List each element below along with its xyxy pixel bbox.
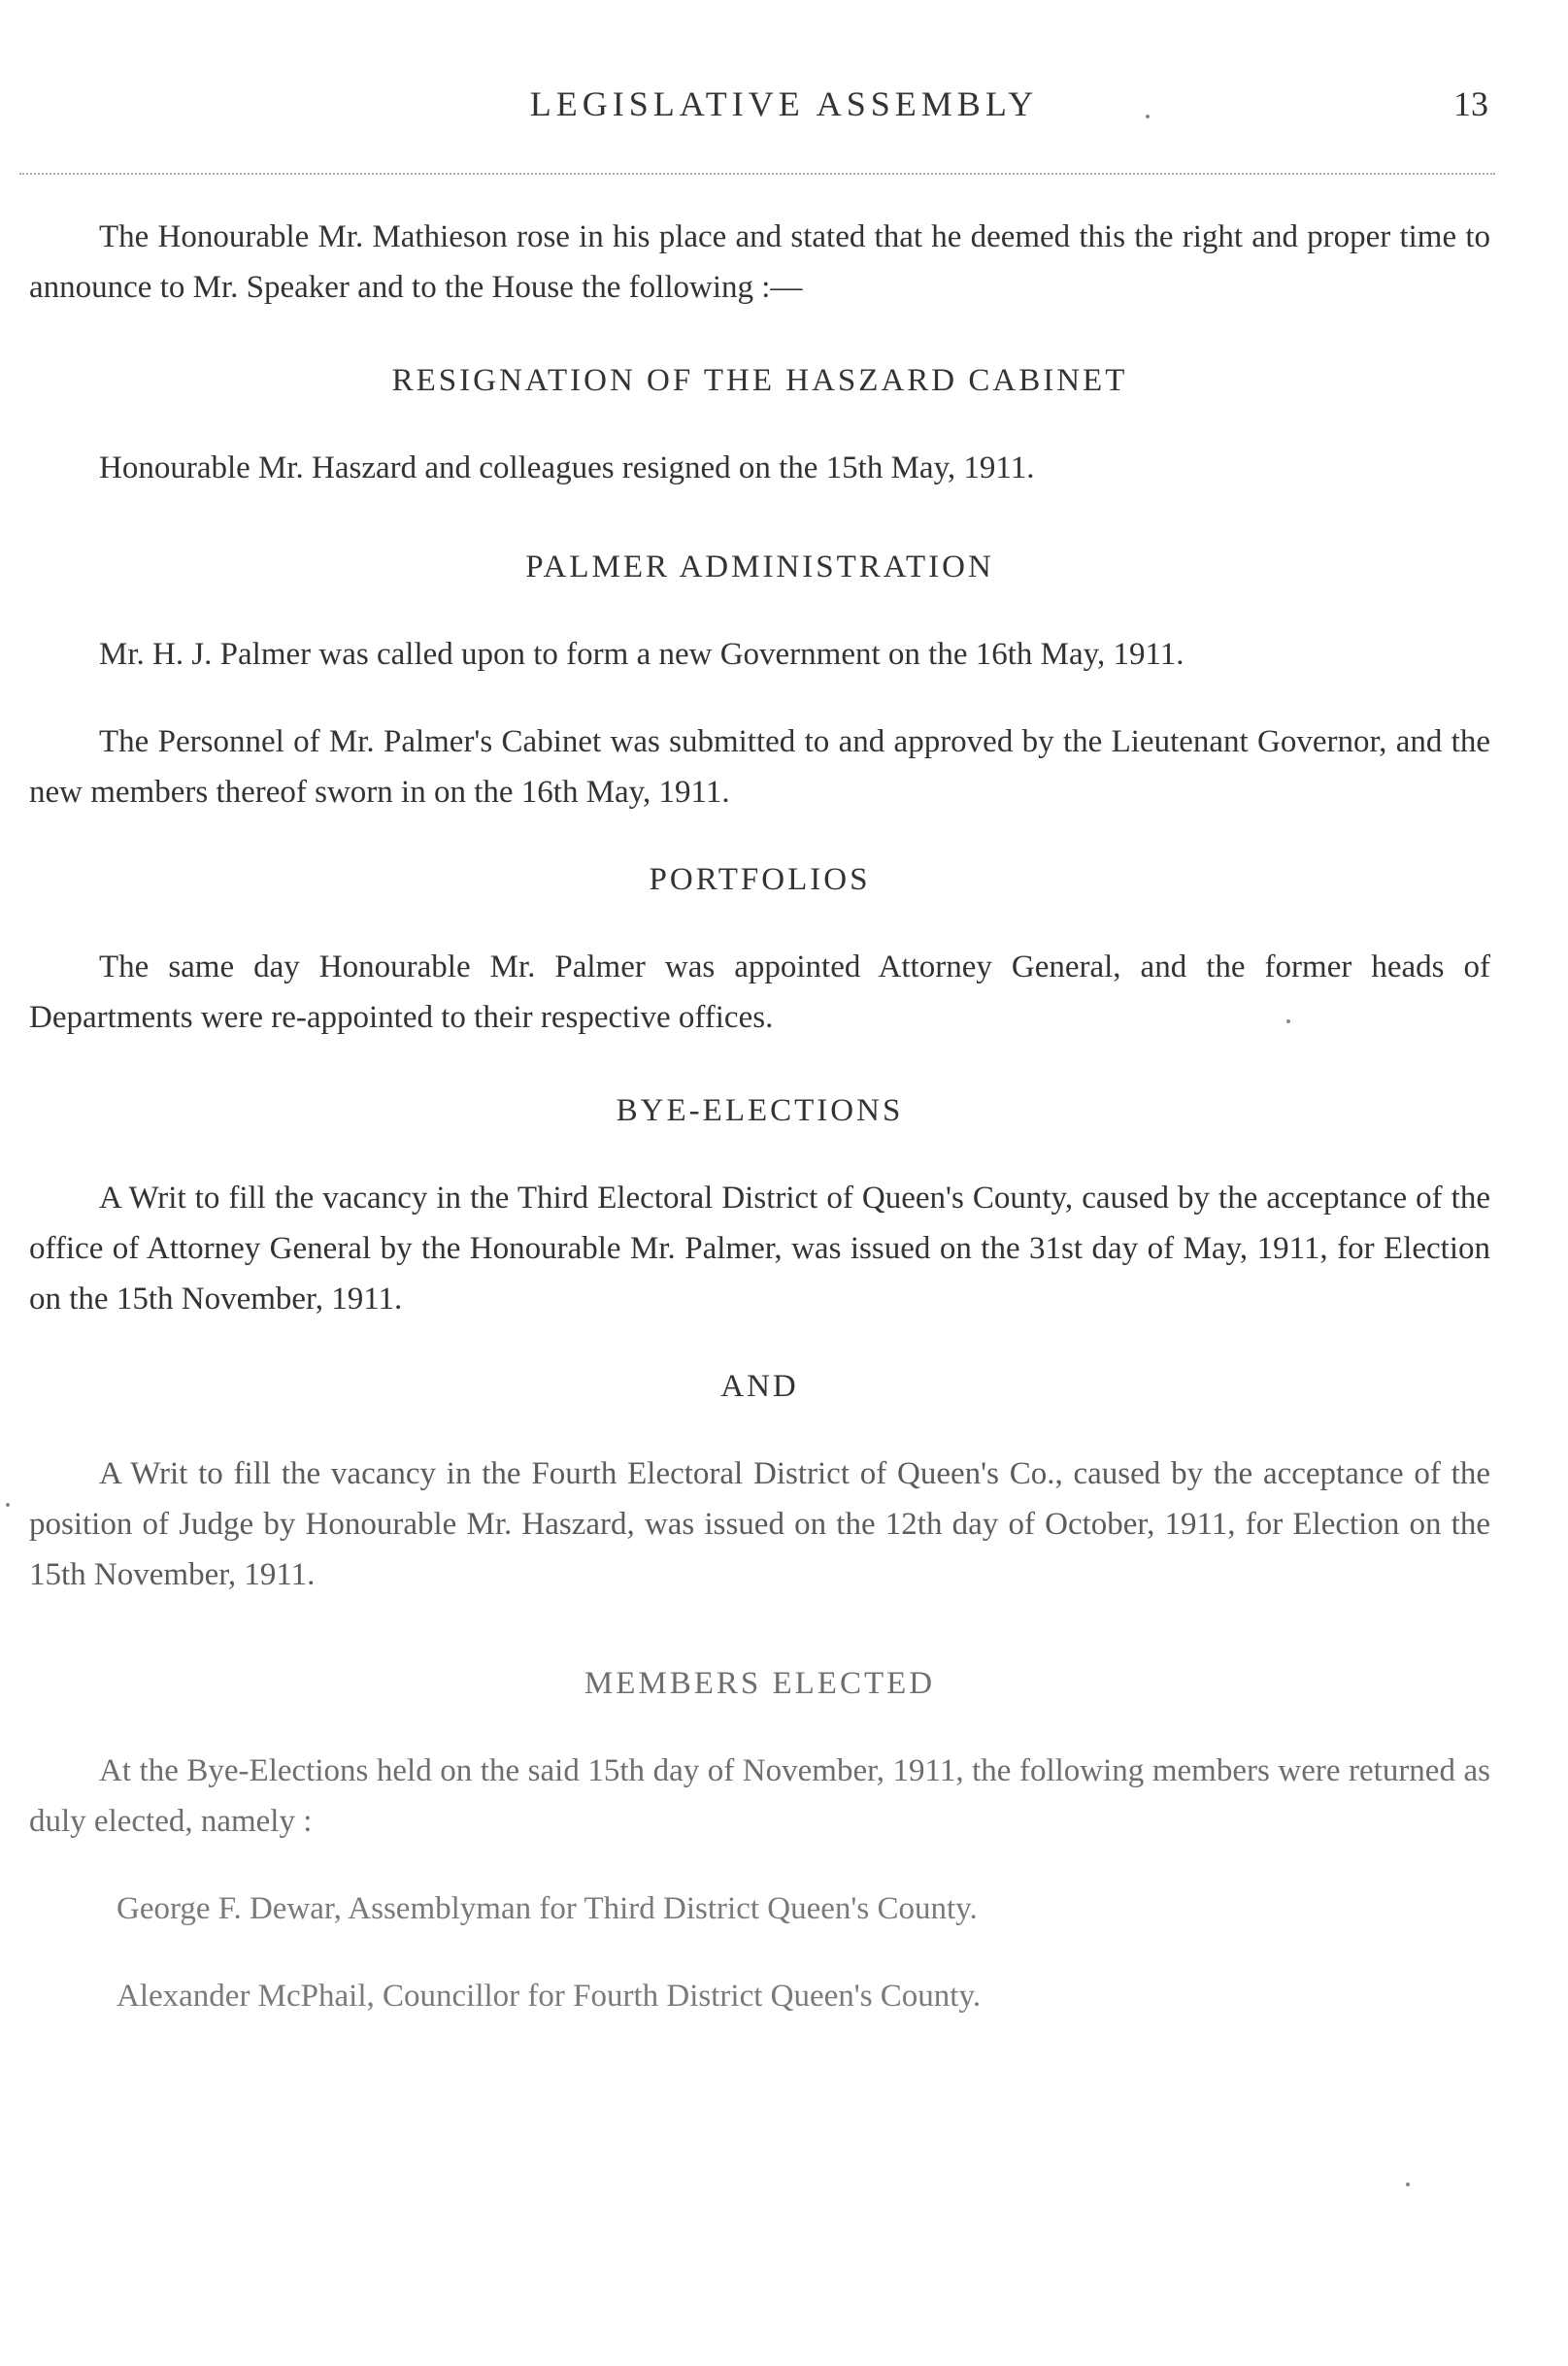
- print-speck: [1146, 115, 1150, 118]
- bye-elections-heading: BYE-ELECTIONS: [616, 1093, 904, 1128]
- member-entry-mcphail: Alexander McPhail, Councillor for Fourth District Queen's County.: [117, 1979, 982, 2014]
- page-number: 13: [1453, 84, 1488, 123]
- header-rule: [19, 173, 1495, 175]
- print-speck: [1286, 1019, 1290, 1023]
- palmer-paragraph-1: Mr. H. J. Palmer was called upon to form a new Government on the 16th May, 1911.: [99, 637, 1184, 672]
- and-heading: AND: [720, 1369, 799, 1404]
- palmer-paragraph-2: The Personnel of Mr. Palmer's Cabinet was submitted to and approved by the Lieutenant Governor, and the new members thereof sworn in on the 16th May, 1911.: [29, 724, 1490, 810]
- members-elected-paragraph: At the Bye-Elections held on the said 15th day of November, 1911, the following members were returned as duly elected, namely :: [29, 1753, 1490, 1839]
- member-entry-dewar: George F. Dewar, Assemblyman for Third District Queen's County.: [117, 1891, 978, 1926]
- print-speck: [1406, 2183, 1410, 2186]
- running-head: [0, 83, 1568, 142]
- print-speck: [6, 1503, 10, 1507]
- portfolios-paragraph: The same day Honourable Mr. Palmer was appointed Attorney General, and the former heads of Departments were re-appointed to their respective offices.: [29, 950, 1490, 1035]
- portfolios-heading: PORTFOLIOS: [649, 862, 871, 897]
- intro-paragraph: The Honourable Mr. Mathieson rose in his place and stated that he deemed this the right and proper time to announce to Mr. Speaker and to the House the following :—: [29, 219, 1490, 305]
- resignation-heading: RESIGNATION OF THE HASZARD CABINET: [391, 363, 1128, 398]
- resignation-paragraph: Honourable Mr. Haszard and colleagues resigned on the 15th May, 1911.: [99, 450, 1035, 485]
- members-elected-heading: MEMBERS ELECTED: [584, 1666, 936, 1701]
- bye-elections-paragraph-2: A Writ to fill the vacancy in the Fourth Electoral District of Queen's Co., caused by the acceptance of the position of Judge by Honourable Mr. Haszard, was issued on the 12th day of October, 1911, for Election on the 15th November, 1911.: [29, 1456, 1490, 1592]
- running-title: LEGISLATIVE ASSEMBLY: [529, 84, 1039, 123]
- palmer-heading: PALMER ADMINISTRATION: [525, 550, 994, 584]
- bye-elections-paragraph-1: A Writ to fill the vacancy in the Third Electoral District of Queen's County, caused by the acceptance of the office of Attorney General by the Honourable Mr. Palmer, was issued on the 31st day of May, 1911, for Election on the 15th November, 1911.: [29, 1181, 1490, 1316]
- body-text: [29, 212, 1490, 2021]
